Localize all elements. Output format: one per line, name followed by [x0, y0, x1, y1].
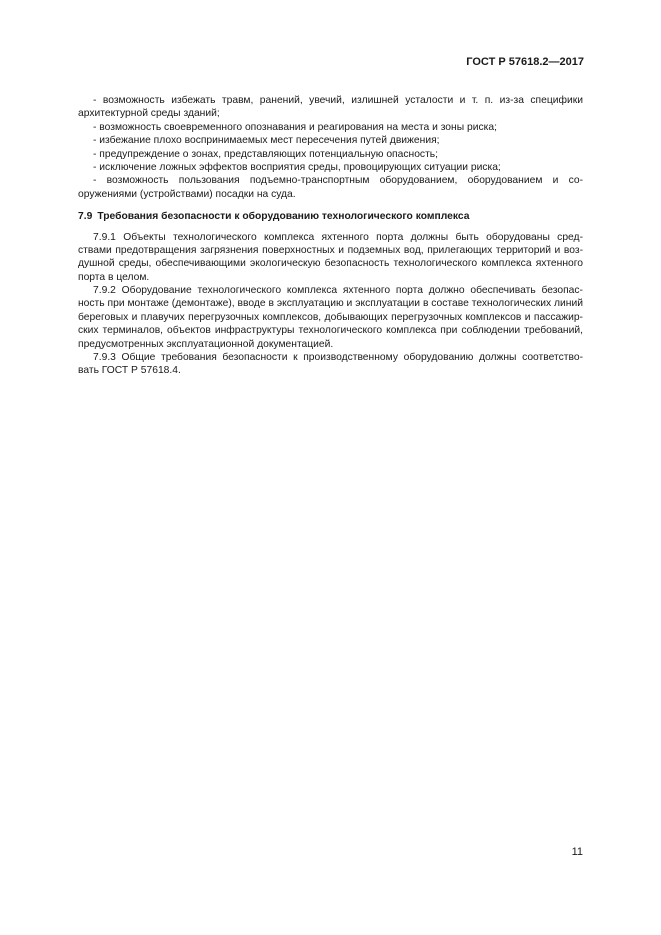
list-item-line: - возможность избежать травм, ранений, увечий, излишней усталости и т. п. из-за специфики: [93, 95, 583, 106]
list-item: [78, 121, 583, 134]
paragraph-line: душной среды, обеспечивающими экологическую безопасность технологического комплекса яхтенного: [78, 258, 583, 270]
paragraph-line: предусмотренных эксплуатационной документацией.: [78, 338, 334, 350]
paragraph-line: береговых и плавучих перегрузочных комплексов, добывающих перегрузочных комплексов и пассажир-: [78, 311, 583, 323]
paragraph-line: порта в целом.: [78, 271, 150, 283]
paragraph-line: 7.9.2 Оборудование технологического комплекса яхтенного порта должно обеспечивать безопас-: [93, 285, 583, 297]
section-number: 7.9: [78, 211, 93, 223]
section-heading: [78, 210, 583, 223]
list-item-line: - исключение ложных эффектов восприятия среды, провоцирующих ситуации риска;: [93, 161, 501, 173]
list-item-line: - предупреждение о зонах, представляющих потенциальную опасность;: [93, 148, 439, 160]
page-content: [78, 94, 583, 378]
list-item: [78, 174, 583, 201]
list-item: [78, 161, 583, 174]
paragraph-line: ских терминалов, объектов инфраструктуры технологического комплекса при соблюдении требований,: [78, 325, 583, 337]
bullet-list: [78, 94, 583, 201]
paragraph-line: 7.9.1 Объекты технологического комплекса яхтенного порта должны быть оборудованы сред-: [93, 231, 583, 243]
list-item-line: - возможность своевременного опознавания и реагирования на места и зоны риска;: [93, 121, 497, 133]
document-id-header: ГОСТ Р 57618.2—2017: [466, 56, 584, 68]
list-item: [78, 134, 583, 147]
list-item: [78, 148, 583, 161]
list-item-line: оружениями (устройствами) посадки на суда.: [78, 188, 296, 200]
paragraph-line: ность при монтаже (демонтаже), вводе в эксплуатацию и эксплуатации в составе технологических линий: [78, 298, 583, 310]
paragraph-line: 7.9.3 Общие требования безопасности к производственному оборудованию должны соответство-: [93, 352, 583, 364]
paragraph-line: вать ГОСТ Р 57618.4.: [78, 365, 181, 377]
paragraph-7-9-3: [78, 351, 583, 378]
section-title: Требования безопасности к оборудованию технологического комплекса: [97, 211, 470, 223]
list-item: [78, 94, 583, 121]
paragraph-line: ствами предотвращения загрязнения поверхностных и подземных вод, прилегающих территорий и воз-: [78, 244, 583, 256]
page-number: 11: [571, 846, 583, 858]
list-item-line: - избежание плохо воспринимаемых мест пересечения путей движения;: [93, 135, 440, 147]
paragraph-7-9-1: [78, 231, 583, 285]
paragraph-7-9-2: [78, 284, 583, 351]
list-item-line: архитектурной среды зданий;: [78, 108, 220, 120]
list-item-line: - возможность пользования подъемно-транспортным оборудованием, оборудованием и со-: [93, 175, 583, 187]
